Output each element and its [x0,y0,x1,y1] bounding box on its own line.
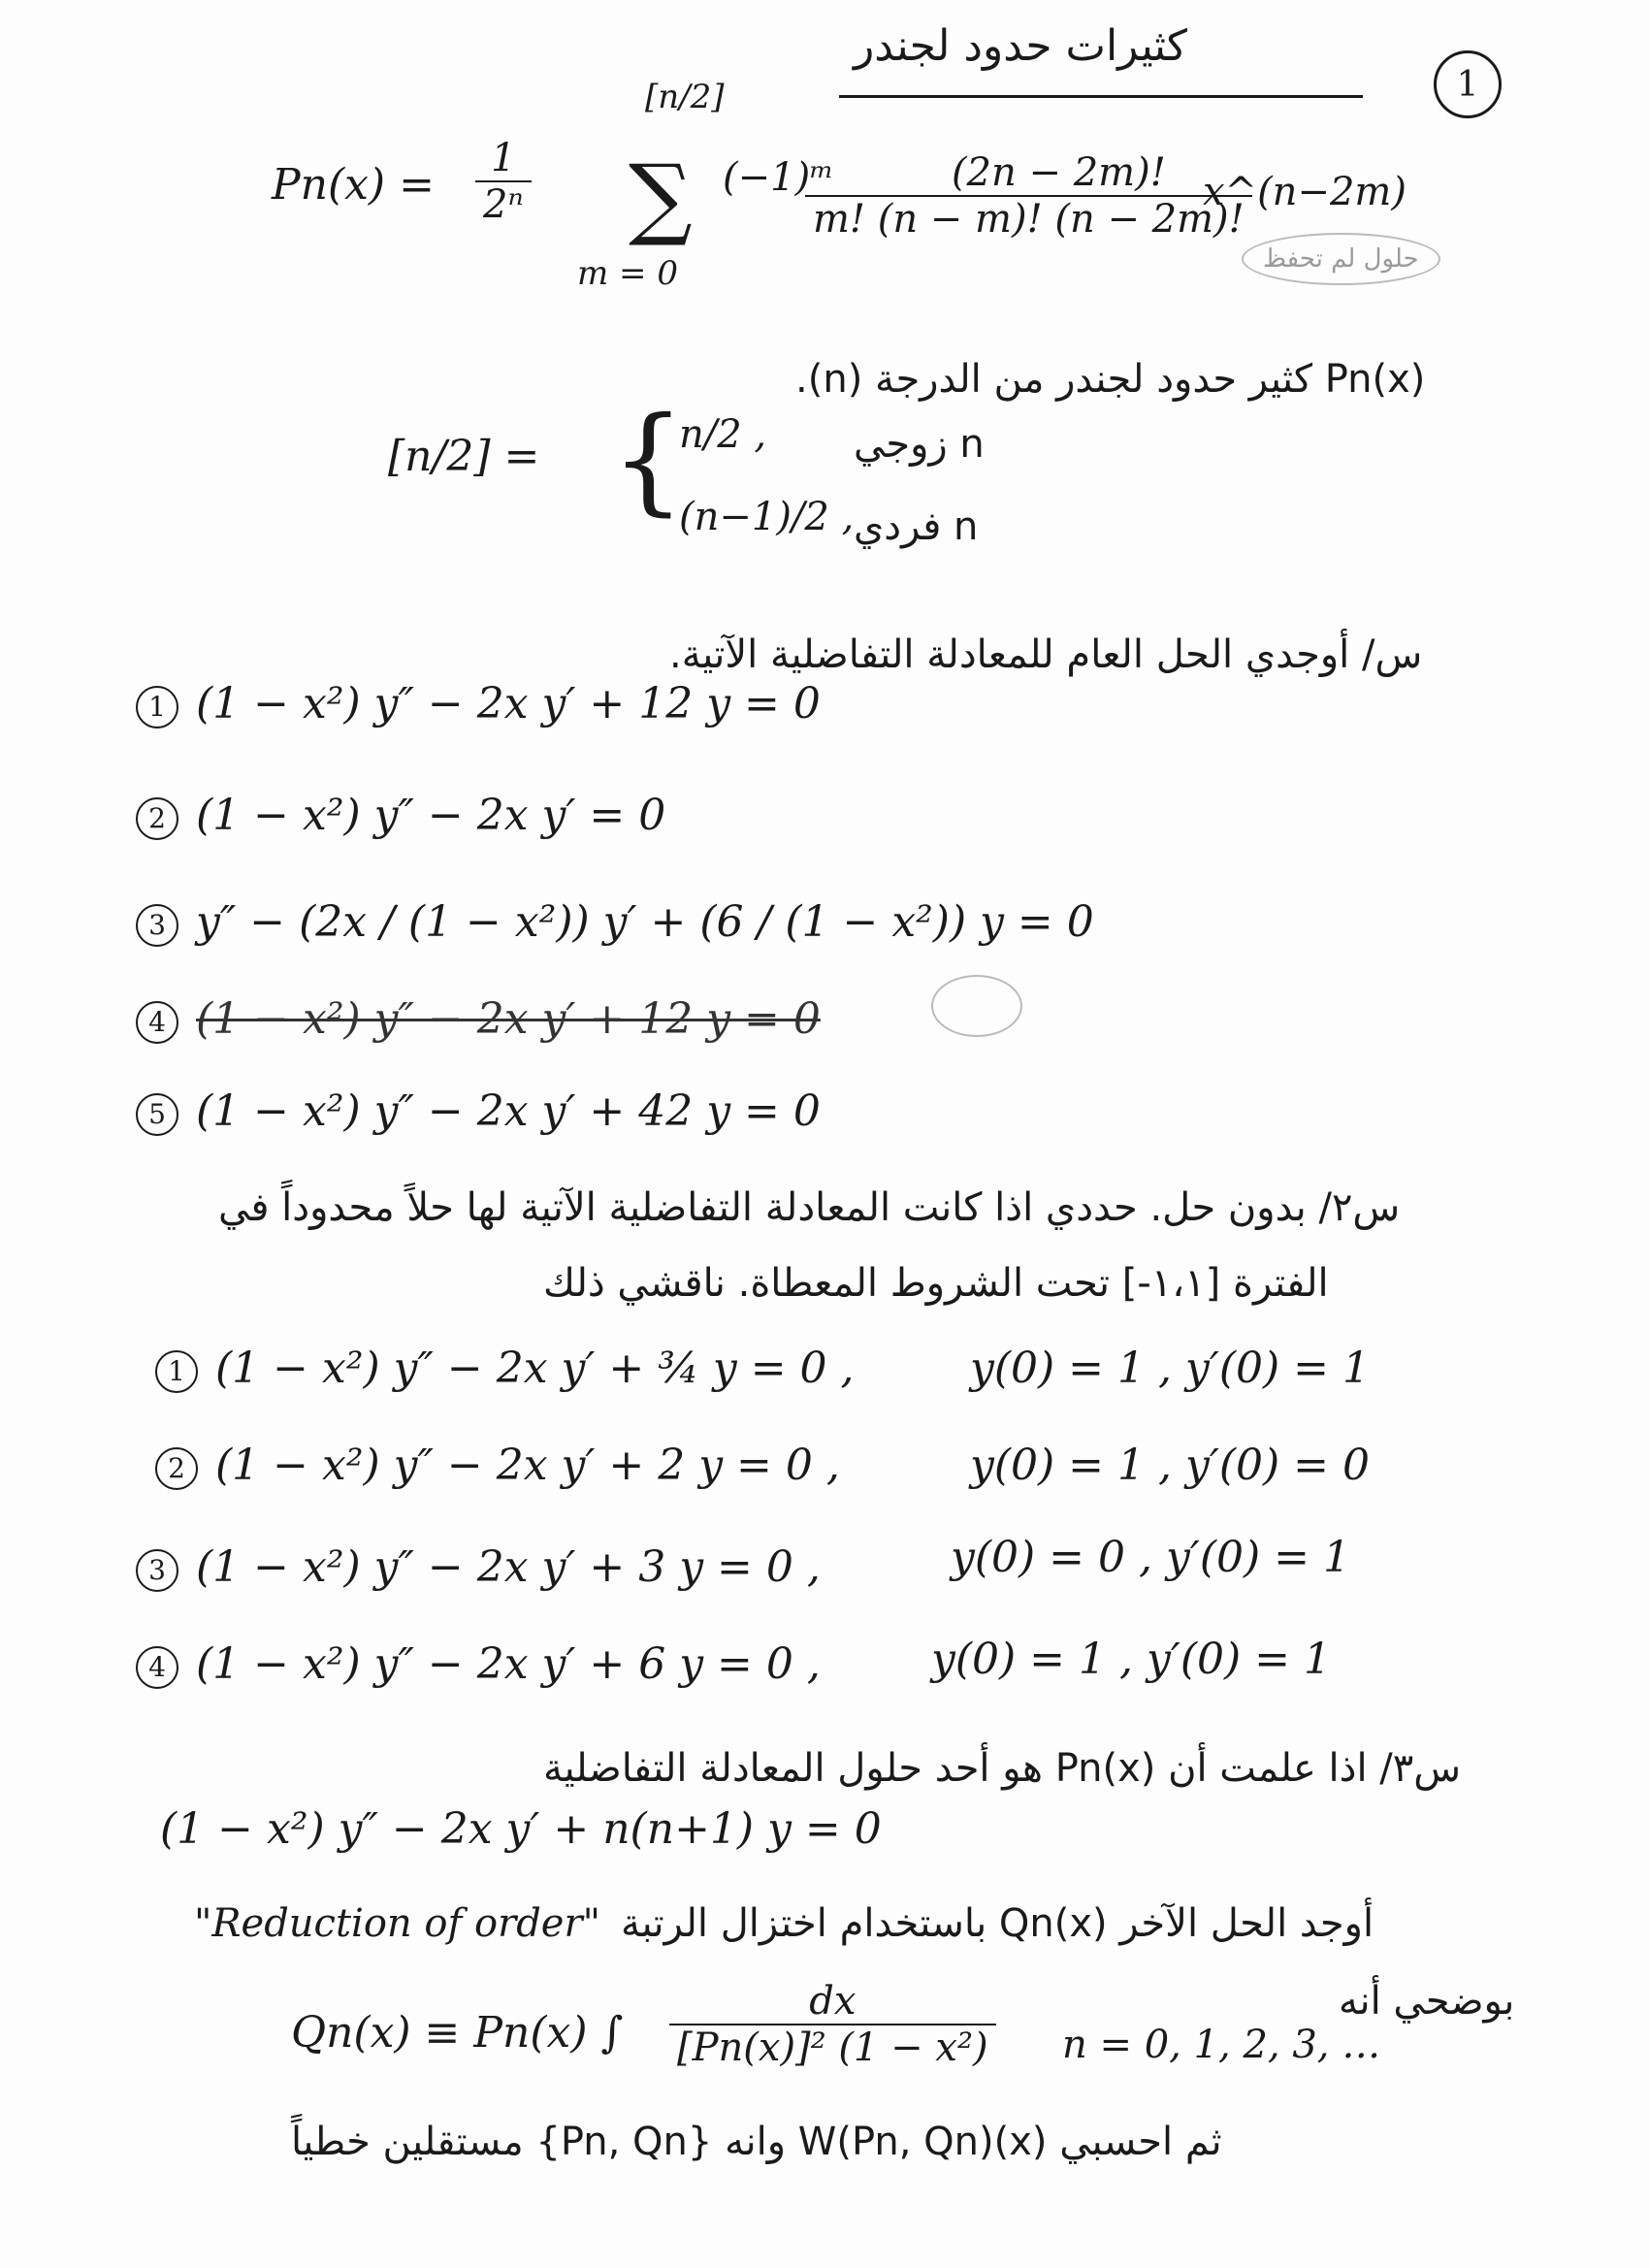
title-underline [839,95,1363,98]
q2-item-1-equation: (1 − x²) y″ − 2x y′ + ¾ y = 0 , [215,1344,855,1393]
q1-item-1-equation: (1 − x²) y″ − 2x y′ + 12 y = 0 [196,679,821,729]
q2-item-1-conditions: y(0) = 1 , y′(0) = 1 [970,1344,1370,1393]
q3-heading: س٣/ اذا علمت أن Pn(x) هو أحد حلول المعادلة التفاضلية [543,1746,1462,1791]
sum-upper-limit: [n/2] [645,78,725,116]
q1-item-4-equation-struck: (1 − x²) y″ − 2x y′ + 12 y = 0 [196,994,821,1044]
q3-reduction-english: "Reduction of order" [194,1901,600,1946]
q3-reduction-arabic: أوجد الحل الآخر Qn(x) باستخدام اختزال الرتبة [621,1901,1374,1946]
cases-brace: { [611,393,686,528]
q1-item-2 [136,791,665,840]
q1-item-4 [136,994,821,1044]
q2-item-1-number: 1 [155,1350,198,1393]
term-sign: (−1)ᵐ [723,155,834,200]
q1-item-3-number: 3 [136,904,178,947]
formula-lhs: Pn(x) = [272,160,435,210]
q1-item-3 [136,897,1094,947]
term-fraction [766,150,1252,242]
q1-item-4-number: 4 [136,1001,178,1044]
q2-item-4-conditions: y(0) = 1 , y′(0) = 1 [931,1635,1331,1684]
section-number: 1 [1456,64,1479,105]
side-note-stamp: حلول لم تحفظ [1242,233,1440,285]
q1-item-5-number: 5 [136,1093,178,1136]
q1-item-2-equation: (1 − x²) y″ − 2x y′ = 0 [196,791,666,840]
q3-final-line: ثم احسبي W(Pn, Qn)(x) وانه {Pn, Qn} مستقلين خطياً [291,2120,1222,2164]
q2-item-3-number: 3 [136,1549,178,1592]
q3-show-that: بوضحي أنه [1339,1979,1515,2024]
term-denominator: m! (n − m)! (n − 2m)! [805,195,1252,242]
q2-item-1 [155,1344,855,1393]
term-power: x^(n−2m) [1203,170,1406,214]
q2-item-4-number: 4 [136,1646,178,1689]
floor-lhs: [n/2] = [388,432,540,481]
qn-denominator: [Pn(x)]² (1 − x²) [669,2024,996,2070]
q1-item-1 [136,679,821,729]
q2-heading-line1: س٢/ بدون حل. حددي اذا كانت المعادلة التفاضلية الآتية لها حلاً محدوداً في [218,1185,1401,1230]
q2-item-2-equation: (1 − x²) y″ − 2x y′ + 2 y = 0 , [215,1441,840,1490]
term-numerator: (2n − 2m)! [951,150,1166,195]
legendre-degree-note: Pn(x) كثير حدود لجندر من الدرجة (n). [795,357,1426,402]
case1-condition: n زوجي [854,422,985,467]
qn-lhs: Qn(x) ≡ Pn(x) ∫ [291,2008,624,2057]
section-number-circle [1434,50,1502,118]
q1-item-2-number: 2 [136,797,178,840]
faint-circle-mark [931,975,1022,1037]
q2-item-4 [136,1639,821,1689]
q2-item-2 [155,1441,840,1490]
sum-symbol: ∑ [629,146,693,249]
q2-item-4-equation: (1 − x²) y″ − 2x y′ + 6 y = 0 , [196,1639,821,1689]
q2-heading-line2: الفترة [١،١-] تحت الشروط المعطاة. ناقشي ذلك [543,1261,1329,1306]
q2-item-2-conditions: y(0) = 1 , y′(0) = 0 [970,1441,1370,1490]
case2-value: (n−1)/2 , [679,495,855,539]
q2-item-3-equation: (1 − x²) y″ − 2x y′ + 3 y = 0 , [196,1542,821,1592]
qn-numerator: dx [809,1979,857,2024]
qn-range: n = 0, 1, 2, 3, … [1062,2023,1381,2067]
q1-item-3-equation: y″ − (2x / (1 − x²)) y′ + (6 / (1 − x²)) y = 0 [196,897,1094,947]
q2-item-2-number: 2 [155,1447,198,1490]
q1-item-5-equation: (1 − x²) y″ − 2x y′ + 42 y = 0 [196,1086,821,1136]
coef-numerator: 1 [491,136,516,180]
q1-heading: س/ أوجدي الحل العام للمعادلة التفاضلية الآتية. [669,632,1423,677]
sum-lower-limit: m = 0 [577,254,678,293]
q3-equation: (1 − x²) y″ − 2x y′ + n(n+1) y = 0 [160,1804,882,1854]
formula-coefficient [475,136,532,227]
q2-item-3-conditions: y(0) = 0 , y′(0) = 1 [951,1533,1350,1582]
q2-item-3 [136,1542,821,1592]
qn-fraction [669,1979,996,2070]
case1-value: n/2 , [679,412,767,457]
page-title: كثيرات حدود لجندر [854,21,1187,71]
q1-item-1-number: 1 [136,686,178,729]
coef-denominator: 2ⁿ [475,180,532,227]
case2-condition: n فردي [854,504,979,549]
q1-item-5 [136,1086,821,1136]
